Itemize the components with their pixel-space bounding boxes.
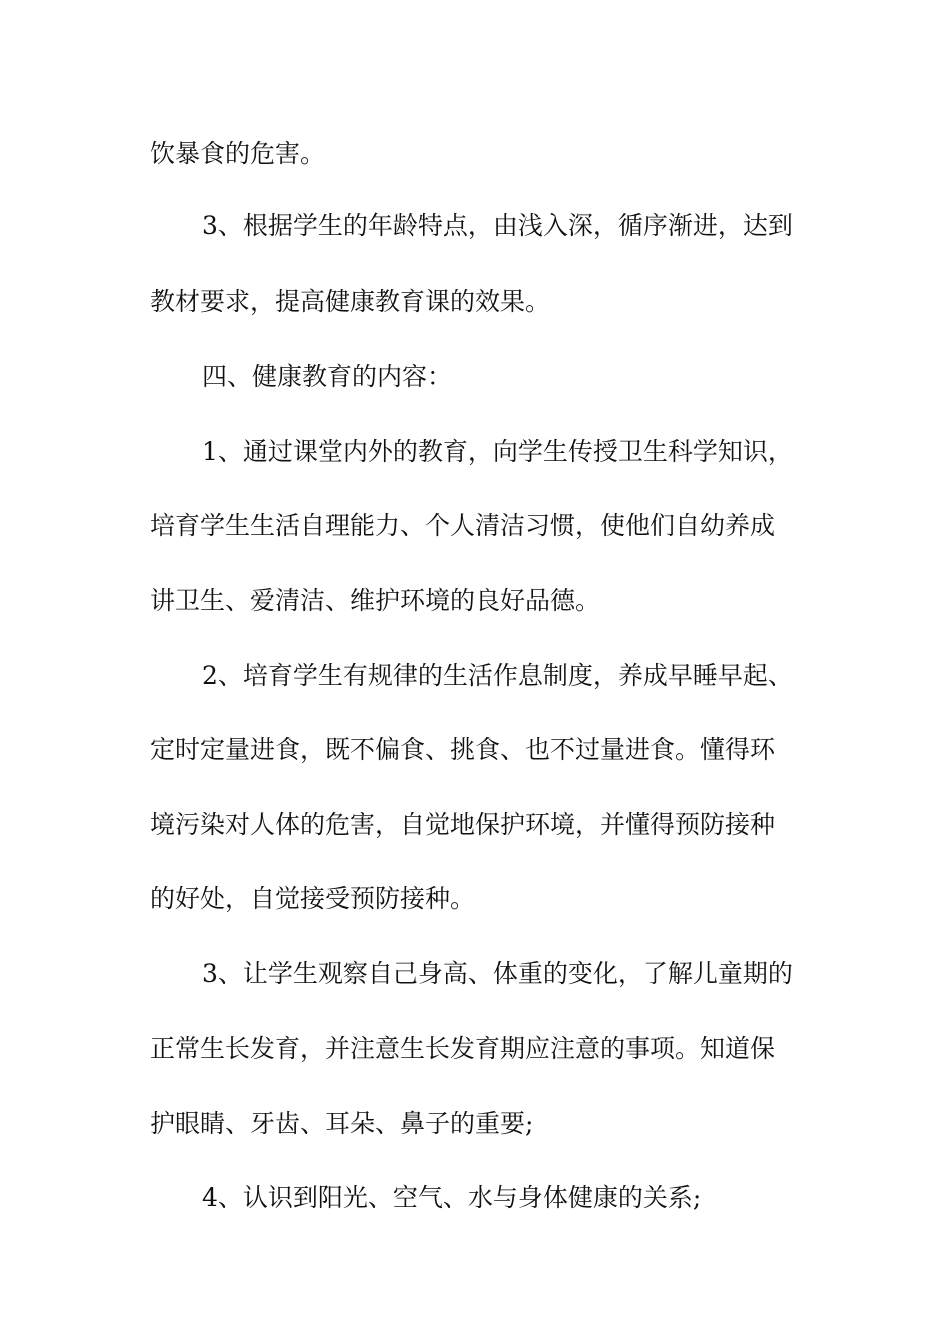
text-line: 3、根据学生的年龄特点，由浅入深，循序渐进，达到 bbox=[202, 211, 793, 240]
text-line: 2、培育学生有规律的生活作息制度，养成早睡早起、 bbox=[202, 661, 793, 690]
text-line: 讲卫生、爱清洁、维护环境的良好品德。 bbox=[150, 586, 601, 615]
text-line: 1、通过课堂内外的教育，向学生传授卫生科学知识， bbox=[202, 437, 793, 466]
text-line: 教材要求，提高健康教育课的效果。 bbox=[150, 287, 551, 316]
text-line: 定时定量进食，既不偏食、挑食、也不过量进食。懂得环 bbox=[150, 735, 776, 764]
text-line: 的好处，自觉接受预防接种。 bbox=[150, 884, 476, 913]
text-line: 培育学生生活自理能力、个人清洁习惯，使他们自幼养成 bbox=[150, 511, 776, 540]
text-line: 四、健康教育的内容： bbox=[202, 362, 453, 391]
text-line: 正常生长发育，并注意生长发育期应注意的事项。知道保 bbox=[150, 1034, 776, 1063]
text-line: 3、让学生观察自己身高、体重的变化，了解儿童期的 bbox=[202, 959, 793, 988]
text-line: 护眼睛、牙齿、耳朵、鼻子的重要; bbox=[150, 1109, 534, 1138]
text-line: 4、认识到阳光、空气、水与身体健康的关系; bbox=[202, 1183, 702, 1212]
text-line: 饮暴食的危害。 bbox=[150, 139, 326, 168]
text-line: 境污染对人体的危害，自觉地保护环境，并懂得预防接种 bbox=[150, 810, 776, 839]
